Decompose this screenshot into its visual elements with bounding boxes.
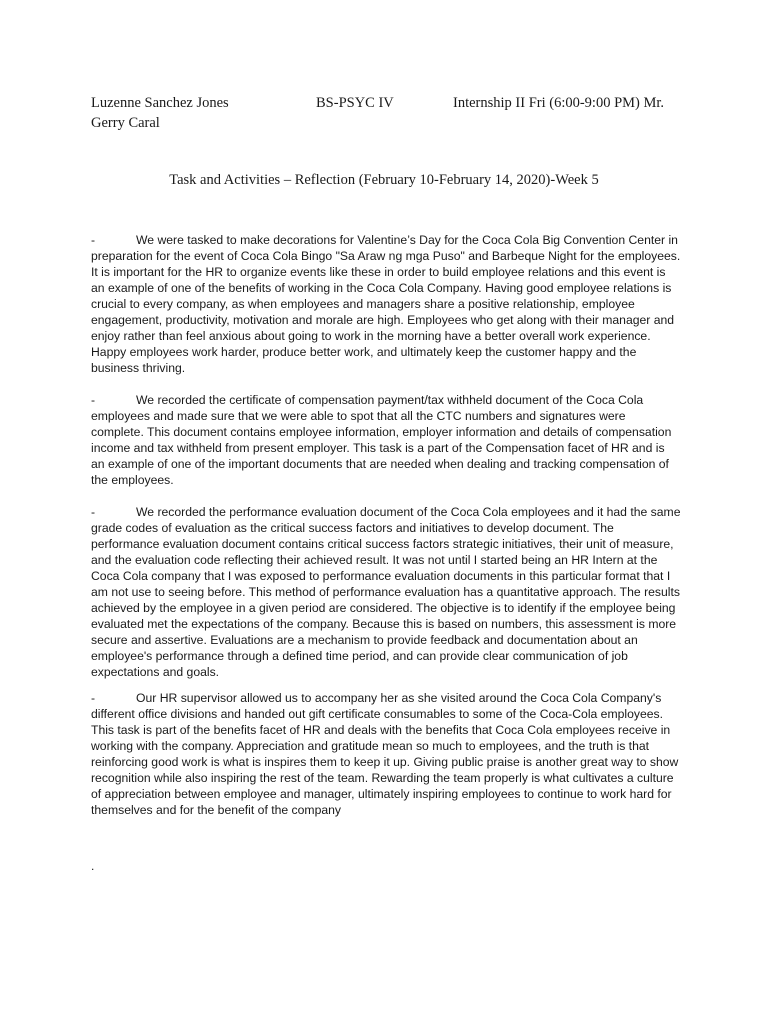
reflection-paragraph xyxy=(91,392,681,488)
trailing-period: . xyxy=(91,859,95,873)
document-title: Task and Activities – Reflection (February 10-February 14, 2020)-Week 5 xyxy=(169,172,599,188)
reflection-paragraph xyxy=(91,690,681,818)
paragraph-text: We recorded the certificate of compensation payment/tax withheld document of the Coca Cola employees and made sure that we were able to spot that all the CTC numbers and signatures were complete. This document contains employee information, employer information and details of compensation income and tax withheld from present employer. This task is a part of the Compensation facet of HR and is an example of one of the important documents that are needed when dealing and tracking compensation of the employees. xyxy=(91,393,672,487)
student-name: Luzenne Sanchez Jones xyxy=(91,95,229,111)
bullet-dash: - xyxy=(91,233,96,247)
internship-label: Internship II Fri (6:00-9:00 PM) Mr. xyxy=(453,95,665,111)
reflection-paragraph xyxy=(91,504,681,680)
course-label: BS-PSYC IV xyxy=(316,95,394,111)
bullet-dash: - xyxy=(91,393,96,407)
reflection-paragraph xyxy=(91,232,681,376)
paragraph-text: Our HR supervisor allowed us to accompany her as she visited around the Coca Cola Company's different office divisions and handed out gift certificate consumables to some of the Coca-Cola employees. This task is part of the benefits facet of HR and deals with the benefits that Coca Cola employees receive in working with the company. Appreciation and gratitude mean so much to employees, and the truth is that reinforcing good work is what is inspires them to keep it up. Giving public praise is another great way to show recognition while also inspiring the rest of the team. Rewarding the team properly is what cultivates a culture of appreciation between employee and manager, ultimately inspiring employees to continue to work hard for themselves and for the benefit of the company xyxy=(91,691,679,817)
document-header xyxy=(91,93,691,133)
supervisor-name: Gerry Caral xyxy=(91,115,160,131)
header-line xyxy=(91,93,691,113)
bullet-dash: - xyxy=(91,691,96,705)
bullet-dash: - xyxy=(91,505,96,519)
paragraph-text: We were tasked to make decorations for Valentine’s Day for the Coca Cola Big Convention Center in preparation for the event of Coca Cola Bingo "Sa Araw ng mga Puso" and Barbeque Night for the employees. It is important for the HR to organize events like these in order to build employee relations and this event is an example of one of the benefits of working in the Coca Cola Company. Having good employee relations is crucial to every company, as when employees and managers share a positive relationship, employee engagement, productivity, motivation and morale are high. Employees who get along with their manager and enjoy rather than feel anxious about going to work in the morning have a better overall work experience. Happy employees work harder, produce better work, and ultimately keep the customer happy and the business thriving. xyxy=(91,233,681,375)
paragraph-text: We recorded the performance evaluation document of the Coca Cola employees and it had the same grade codes of evaluation as the critical success factors and initiatives to develop document. The performance evaluation document contains critical success factors strategic initiatives, their unit of measure, and the evaluation code reflecting their achieved result. It was not until I started being an HR Intern at the Coca Cola company that I was exposed to performance evaluation documents in this particular format that I am not use to seeing before. This method of performance evaluation has a quantitative approach. The results achieved by the employee in a given period are considered. The objective is to identify if the employee being evaluated met the expectations of the company. Because this is based on numbers, this assessment is more secure and assertive. Evaluations are a mechanism to provide feedback and documentation about an employee's performance through a defined time period, and can provide clear communication of job expectations and goals. xyxy=(91,505,681,679)
